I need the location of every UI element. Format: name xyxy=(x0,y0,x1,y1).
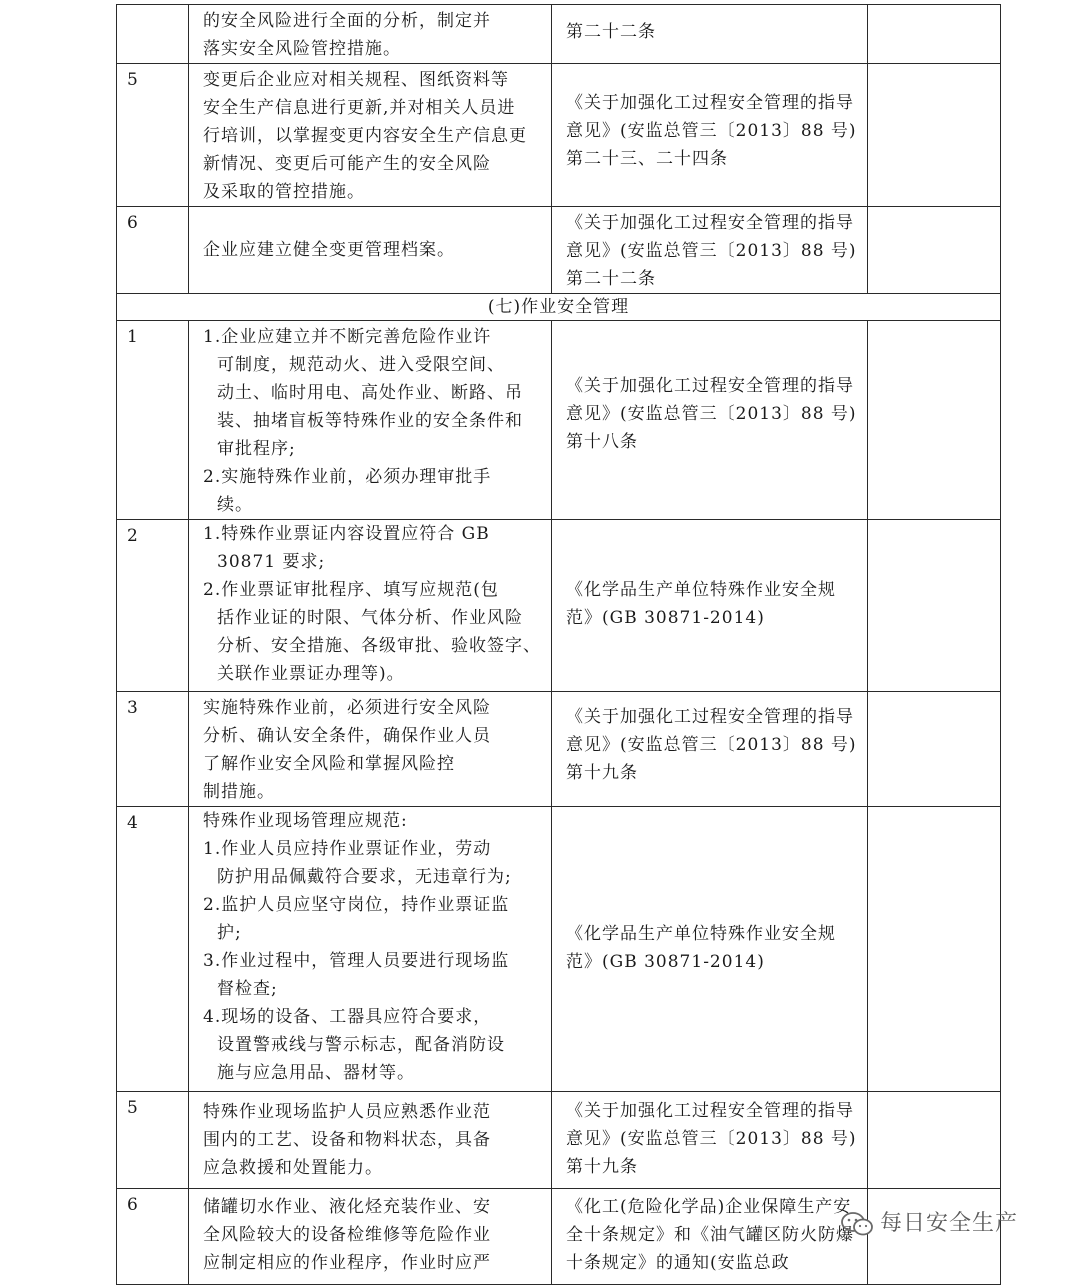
content-line: 督检查; xyxy=(217,979,278,999)
ref-line: 导意见》(安监总管三〔2013〕88 号) xyxy=(566,707,857,755)
content-line: 安全生产信息进行更新,并对相关人员进 xyxy=(203,98,516,118)
content-line: 行培训，以掌握变更内容安全生产信息更 xyxy=(203,126,527,146)
row-number: 2 xyxy=(117,520,189,692)
ref-line: 范》(GB 30871-2014) xyxy=(566,608,765,628)
content-line: 特殊作业现场管理应规范: xyxy=(203,811,408,831)
row-number: 6 xyxy=(117,1189,189,1285)
ref-line: 《关于加强化工过程安全管理的指 xyxy=(566,707,836,727)
content-line: 2.实施特殊作业前，必须办理审批手 xyxy=(203,467,492,487)
ref-line: 第十九条 xyxy=(566,763,638,783)
remarks-cell xyxy=(868,5,1001,64)
reference-cell xyxy=(552,1092,868,1189)
remarks-cell xyxy=(868,692,1001,807)
content-line: 装、抽堵盲板等特殊作业的安全条件和 xyxy=(217,411,523,431)
ref-line: 导意见》(安监总管三〔2013〕88 号) xyxy=(566,213,857,261)
content-line: 2.监护人员应坚守岗位，持作业票证监 xyxy=(203,895,510,915)
regulation-table xyxy=(116,4,1001,1285)
row-number xyxy=(117,5,189,64)
ref-line: 《化工(危险化学品)企业保障生 xyxy=(566,1197,816,1217)
ref-line: 第十八条 xyxy=(566,432,638,452)
ref-line: 范》(GB 30871-2014) xyxy=(566,952,765,972)
ref-line: 导意见》(安监总管三〔2013〕88 号) xyxy=(566,93,857,141)
reference-cell xyxy=(552,207,868,294)
content-line: 括作业证的时限、气体分析、作业风险 xyxy=(217,608,523,628)
content-line: 设置警戒线与警示标志，配备消防设 xyxy=(217,1035,505,1055)
content-line: 防护用品佩戴符合要求，无违章行为; xyxy=(217,867,512,887)
content-line: 变更后企业应对相关规程、图纸资料等 xyxy=(203,70,509,90)
row-number: 3 xyxy=(117,692,189,807)
content-line: 分析、确认安全条件，确保作业人员 xyxy=(203,726,491,746)
remarks-cell xyxy=(868,1092,1001,1189)
reference-cell xyxy=(552,520,868,692)
content-line: 全风险较大的设备检维修等危险作业 xyxy=(203,1225,491,1245)
table-row xyxy=(117,5,1001,64)
content-line: 实施特殊作业前，必须进行安全风险 xyxy=(203,698,491,718)
table-row xyxy=(117,207,1001,294)
table-row xyxy=(117,64,1001,207)
content-line: 了解作业安全风险和掌握风险控 xyxy=(203,754,455,774)
table-row xyxy=(117,321,1001,520)
row-number: 4 xyxy=(117,807,189,1092)
content-line: 2.作业票证审批程序、填写应规范(包 xyxy=(203,580,499,600)
ref-line: 第二十三、二十四条 xyxy=(566,149,728,169)
content-line: 应制定相应的作业程序，作业时应严 xyxy=(203,1253,491,1273)
section-row xyxy=(117,294,1001,321)
ref-line: 第二十二条 xyxy=(566,22,656,42)
requirement-cell xyxy=(189,1189,552,1285)
row-number: 1 xyxy=(117,321,189,520)
content-line: 分析、安全措施、各级审批、验收签字、 xyxy=(217,636,541,656)
ref-line: 《化学品生产单位特殊作业安全规 xyxy=(566,580,836,600)
reference-cell xyxy=(552,64,868,207)
table-row xyxy=(117,692,1001,807)
table-row xyxy=(117,520,1001,692)
content-line: 施与应急用品、器材等。 xyxy=(217,1063,415,1083)
content-line: 续。 xyxy=(217,495,253,515)
content-line: 及采取的管控措施。 xyxy=(203,182,365,202)
reference-cell xyxy=(552,5,868,64)
content-line: 4.现场的设备、工器具应符合要求， xyxy=(203,1007,492,1027)
wechat-icon xyxy=(840,1211,874,1237)
reference-cell xyxy=(552,807,868,1092)
requirement-cell xyxy=(189,692,552,807)
remarks-cell xyxy=(868,807,1001,1092)
content-line: 制措施。 xyxy=(203,782,275,802)
row-number: 5 xyxy=(117,1092,189,1189)
row-number: 5 xyxy=(117,64,189,207)
requirement-cell xyxy=(189,520,552,692)
ref-line: 《关于加强化工过程安全管理的指 xyxy=(566,213,836,233)
ref-line: 产安全十条规定》和《油气罐区防 xyxy=(566,1197,852,1245)
remarks-cell xyxy=(868,321,1001,520)
ref-line: 第十九条 xyxy=(566,1157,638,1177)
ref-line: 导意见》(安监总管三〔2013〕88 号) xyxy=(566,376,857,424)
watermark-text: 每日安全生产 xyxy=(880,1211,1019,1236)
content-line: 1.企业应建立并不断完善危险作业许 xyxy=(203,327,492,347)
reference-cell xyxy=(552,1189,868,1285)
table-row xyxy=(117,1092,1001,1189)
remarks-cell xyxy=(868,64,1001,207)
row-number: 6 xyxy=(117,207,189,294)
content-line: 30871 要求; xyxy=(217,552,326,572)
remarks-cell xyxy=(868,207,1001,294)
requirement-cell xyxy=(189,5,552,64)
content-line: 动土、临时用电、高处作业、断路、吊 xyxy=(217,383,523,403)
content-line: 关联作业票证办理等)。 xyxy=(217,664,405,684)
content-line: 可制度，规范动火、进入受限空间、 xyxy=(217,355,505,375)
content-line: 护; xyxy=(217,923,242,943)
requirement-cell xyxy=(189,64,552,207)
remarks-cell xyxy=(868,520,1001,692)
watermark xyxy=(840,1206,1018,1237)
content-line: 新情况、变更后可能产生的安全风险 xyxy=(203,154,491,174)
requirement-cell xyxy=(189,807,552,1092)
ref-line: 《关于加强化工过程安全管理的指 xyxy=(566,1101,836,1121)
content-line: 围内的工艺、设备和物料状态，具备 xyxy=(203,1130,491,1150)
content-line: 3.作业过程中，管理人员要进行现场监 xyxy=(203,951,510,971)
reference-cell xyxy=(552,321,868,520)
content-line: 企业应建立健全变更管理档案。 xyxy=(203,240,455,260)
content-line: 1.作业人员应持作业票证作业，劳动 xyxy=(203,839,492,859)
content-line: 落实安全风险管控措施。 xyxy=(203,39,401,59)
content-line: 审批程序; xyxy=(217,439,296,459)
requirement-cell xyxy=(189,321,552,520)
ref-line: 导意见》(安监总管三〔2013〕88 号) xyxy=(566,1101,857,1149)
ref-line: 《关于加强化工过程安全管理的指 xyxy=(566,376,836,396)
content-line: 应急救援和处置能力。 xyxy=(203,1158,383,1178)
table-row xyxy=(117,807,1001,1092)
reference-cell xyxy=(552,692,868,807)
ref-line: 《化学品生产单位特殊作业安全规 xyxy=(566,924,836,944)
content-line: 储罐切水作业、液化烃充装作业、安 xyxy=(203,1197,491,1217)
content-line: 1.特殊作业票证内容设置应符合 GB xyxy=(203,524,490,544)
ref-line: 《关于加强化工过程安全管理的指 xyxy=(566,93,836,113)
content-line: 的安全风险进行全面的分析，制定并 xyxy=(203,11,491,31)
requirement-cell xyxy=(189,207,552,294)
ref-line: 火防爆十条规定》的通知(安监总政 xyxy=(566,1225,854,1273)
requirement-cell xyxy=(189,1092,552,1189)
ref-line: 第二十二条 xyxy=(566,269,656,289)
content-line: 特殊作业现场监护人员应熟悉作业范 xyxy=(203,1102,491,1122)
section-title: (七)作业安全管理 xyxy=(117,294,1001,321)
